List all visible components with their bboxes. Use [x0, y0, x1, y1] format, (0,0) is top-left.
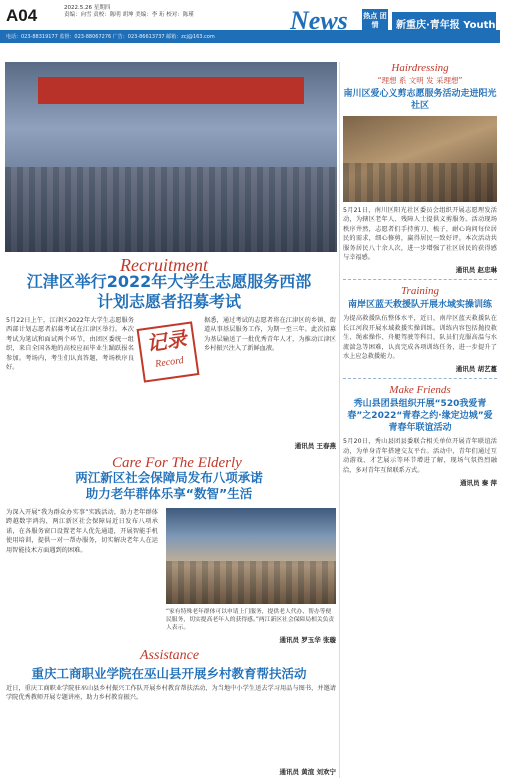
brand-strip: [392, 12, 526, 34]
recruit-byline: 通讯员 王春燕: [294, 442, 336, 450]
recruit-title-line1: 江津区举行2022年大学生志愿服务西部: [26, 272, 312, 291]
recruit-title: [0, 272, 338, 312]
recruit-body-right: 据悉，通过考试的志愿者将在江津区的乡镇、街道从事基层服务工作，为期一至三年。此次招募为基层输送了一批优秀青年人才，为推动江津区乡村振兴注入了新鲜血液。: [204, 317, 336, 353]
story2-kicker: Training: [401, 285, 439, 298]
column-divider: [339, 62, 340, 778]
elderly-byline: 通讯员 罗玉华 张璇: [279, 636, 336, 644]
issue-weekday: 星期四: [93, 5, 111, 11]
brand-name: 新重庆·青年报 YouthNews: [396, 20, 526, 31]
right-divider-2: [343, 378, 497, 379]
story3-kicker: Make Friends: [389, 384, 451, 397]
editors-line: 责编：向雪 责校：陈明 胡坤 美编：李 珩 校对：陈瑾: [64, 12, 194, 18]
story1-photo-crowd: [343, 163, 497, 202]
story1-body: 5月21日，南川区阳光社区委员会组织开展志愿理发活动，为辖区老年人、残障人士提供义剪服务。活动现场秩序井然，志愿者们手持剪刀、梳子，耐心询问每位居民的需求，细心修剪，赢得居民一致好评。本次活动共服务居民八十余人次，进一步增强了社区居民的获得感与幸福感。: [343, 207, 497, 262]
elderly-caption: “家有特殊老年群体可以申请上门服务，提供老人代办、帮办等便民服务，切实提高老年人的获得感。”两江新区社会保障局相关负责人表示。: [166, 609, 335, 631]
academy-body: 近日，重庆工商职业学院驻巫山县乡村振兴工作队开展乡村教育帮扶活动，为当地中小学生送去学习用品与图书，并邀请学院优秀教师开展专题讲座，助力乡村教育振兴。: [6, 685, 336, 702]
academy-title: 重庆工商职业学院在巫山县开展乡村教育帮扶活动: [31, 666, 307, 681]
page-meta: [64, 5, 194, 19]
right-divider-1: [343, 279, 497, 280]
story1-photo: [343, 116, 497, 202]
elderly-photo: [166, 508, 336, 604]
recruit-title-line2: 计划志愿者招募考试: [96, 292, 241, 311]
recruit-body-left: 5月22日上午，江津区2022年大学生志愿服务西部计划志愿者招募考试在江津区举行。本次考试为笔试和面试两个环节，由团区委统一组织，来自全国各地的高校应届毕业生踊跃报名参加。考场内，考生们认真答题，考场秩序良好。: [6, 317, 134, 372]
elderly-title-line1: 两江新区社会保障局发布八项承诺: [75, 470, 263, 485]
issue-date: 2022.5.26: [64, 5, 92, 11]
story2-byline: 通讯员 胡艺蔓: [455, 365, 497, 374]
elderly-photo-crowd: [166, 561, 336, 604]
stamp-small-text: Record: [154, 354, 185, 370]
photo-crowd: [5, 167, 337, 253]
recruit-kicker: Recruitment: [120, 255, 208, 275]
elderly-body: 为深入开展“我为群众办实事”实践活动，助力老年群体跨越数字鸿沟，两江新区社会保障局近日发布八项承诺，在各服务窗口设置老年人优先通道，开展智能手机使用培训，提供一对一帮办服务，切实解决老年人在运用智能技术方面遇到的困难。: [6, 509, 158, 554]
masthead: [0, 0, 526, 58]
story2-title: 南岸区蓝天救援队开展水域实操训练: [347, 300, 492, 311]
news-logo: News: [290, 6, 348, 35]
stamp-big-text: 记录: [145, 328, 188, 356]
story1-title: 南川区爱心义剪志愿服务活动走进阳光社区: [343, 89, 497, 111]
academy-kicker: Assistance: [140, 648, 200, 663]
elderly-kicker: Care For The Elderly: [112, 455, 242, 471]
story1-subtitle: “理想 系 文明 发 采理想”: [377, 76, 463, 85]
story3-body: 5月20日，秀山县团县委联合相关单位开展青年联谊活动，为单身青年搭建交友平台。活动中，青年们通过互动游戏、才艺展示等环节增进了解，现场气氛热烈融洽，多对青年互留联系方式。: [343, 438, 497, 474]
story1-byline: 通讯员 赵忠琳: [455, 266, 497, 275]
story3-title: 秀山县团县组织开展“520我爱青春”之2022“青春之约·缘定边城”爱青春年联谊活动: [347, 399, 493, 434]
elderly-title-line2: 助力老年群体乐享“数智”生活: [85, 485, 253, 501]
record-stamp: [137, 321, 200, 382]
photo-banner: [38, 77, 304, 104]
recruit-photo: [5, 62, 337, 252]
section-tag: 热点 团情: [362, 9, 388, 37]
story2-body: 为提高救援队伍整体水平，近日，南岸区蓝天救援队在长江河段开展水域救援实操训练。训练内容包括抛投救生、绳索操作、舟艇驾驶等科目，队员们克服高温与水流湍急等困难，认真完成各项训练任务，进一步提升了水上应急救援能力。: [343, 315, 497, 361]
academy-byline: 通讯员 黄渲 刘欢宁: [279, 768, 336, 776]
story1-kicker: Hairdressing: [391, 62, 449, 74]
page-number: A04: [6, 6, 38, 25]
story3-byline: 通讯员 秦 萍: [459, 479, 497, 488]
right-column: [343, 62, 497, 778]
contact-line: 电话：023-88319177 监督：023-88067276 广告：023-86613737 邮箱：zcj@163.com: [6, 34, 215, 40]
elderly-title: [0, 470, 338, 501]
